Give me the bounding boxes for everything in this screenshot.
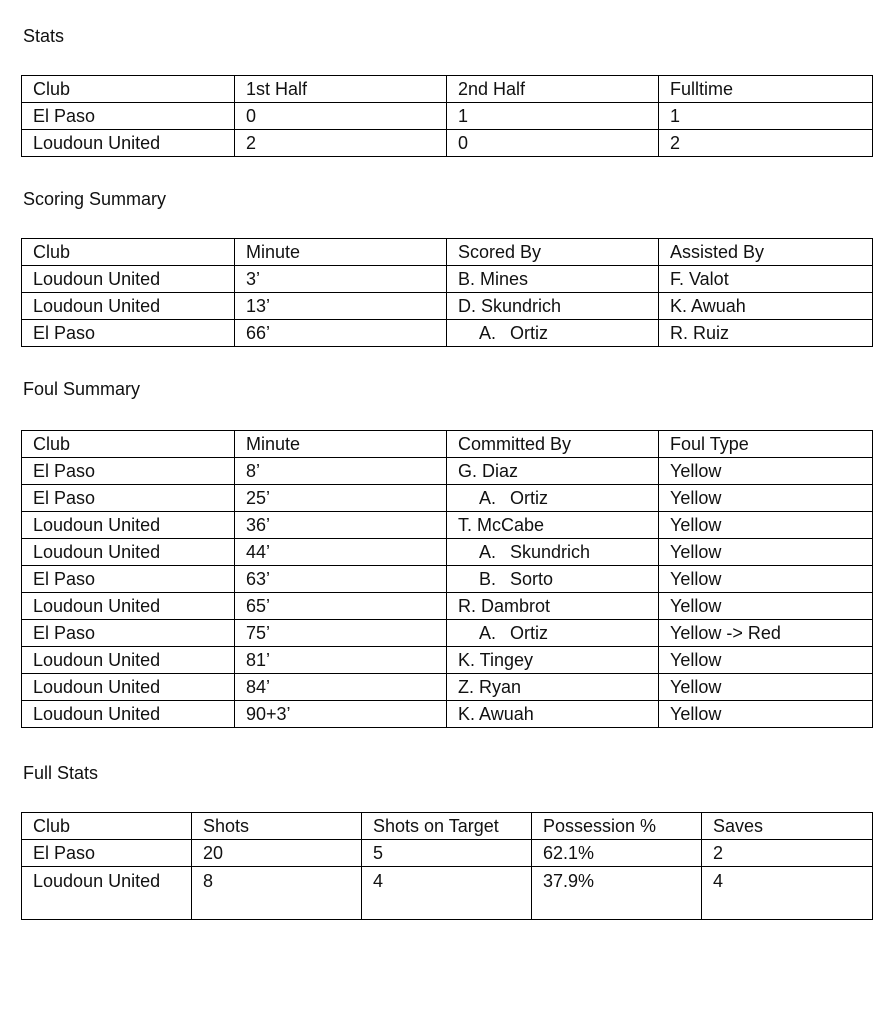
stats-heading: Stats [23,26,65,46]
table-cell: 3’ [235,266,447,293]
header-cell: Committed By [447,431,659,458]
header-cell: Club [22,431,235,458]
table-row [22,320,873,347]
table-cell: Loudoun United [22,539,235,566]
table-cell: 2 [702,840,873,867]
header-cell: Club [22,76,235,103]
header-cell: Possession % [532,813,702,840]
table-cell: T. McCabe [447,512,659,539]
table-row [22,293,873,320]
header-cell: Minute [235,431,447,458]
table-cell: Loudoun United [22,293,235,320]
table-cell: Loudoun United [22,266,235,293]
table-cell: El Paso [22,840,192,867]
table-cell: K. Awuah [659,293,873,320]
table-cell: 25’ [235,485,447,512]
list-marker: B. [479,569,497,589]
table-cell: 5 [362,840,532,867]
table-cell: 4 [362,867,532,920]
table-row [22,130,873,157]
table-cell [447,320,659,347]
table-cell: K. Tingey [447,647,659,674]
table-cell: 81’ [235,647,447,674]
player-name: Ortiz [510,623,548,643]
table-cell: K. Awuah [447,701,659,728]
table-row [22,566,873,593]
table-cell: Loudoun United [22,593,235,620]
table-cell: 63’ [235,566,447,593]
table-cell: 0 [447,130,659,157]
table-row [22,867,873,920]
header-cell: Scored By [447,239,659,266]
table-cell: B. Mines [447,266,659,293]
table-cell: 8’ [235,458,447,485]
player-name: Skundrich [510,542,591,562]
header-cell: 2nd Half [447,76,659,103]
table-cell: D. Skundrich [447,293,659,320]
table-cell [447,620,659,647]
header-cell: Club [22,239,235,266]
header-cell: Foul Type [659,431,873,458]
table-row [22,674,873,701]
table-cell: 4 [702,867,873,920]
table-cell: 2 [235,130,447,157]
header-cell: Minute [235,239,447,266]
table-cell: Loudoun United [22,674,235,701]
table-cell: El Paso [22,566,235,593]
table-cell: R. Ruiz [659,320,873,347]
table-cell: 84’ [235,674,447,701]
table-row [22,593,873,620]
table-cell: 66’ [235,320,447,347]
table-row [22,512,873,539]
table-cell: 0 [235,103,447,130]
table-cell: Yellow [659,701,873,728]
header-cell: Shots on Target [362,813,532,840]
table-header-row [22,239,873,266]
list-marker: A. [479,488,497,508]
table-cell: 20 [192,840,362,867]
table-header-row [22,431,873,458]
table-header-row [22,76,873,103]
table-cell: R. Dambrot [447,593,659,620]
header-cell: Saves [702,813,873,840]
scoring-heading: Scoring Summary [23,189,167,209]
table-cell: 2 [659,130,873,157]
table-cell: Yellow -> Red [659,620,873,647]
header-cell: Assisted By [659,239,873,266]
header-cell: 1st Half [235,76,447,103]
header-cell: Fulltime [659,76,873,103]
table-cell: Loudoun United [22,701,235,728]
table-cell: G. Diaz [447,458,659,485]
table-cell: 36’ [235,512,447,539]
table-cell: 75’ [235,620,447,647]
table-cell [447,485,659,512]
table-cell: 65’ [235,593,447,620]
table-row [22,266,873,293]
full-stats-table [21,812,873,920]
table-cell: 90+3’ [235,701,447,728]
table-header-row [22,813,873,840]
table-row [22,620,873,647]
table-cell: Yellow [659,674,873,701]
table-row [22,485,873,512]
table-cell: Loudoun United [22,512,235,539]
table-cell [447,539,659,566]
table-cell: El Paso [22,103,235,130]
table-cell: Yellow [659,485,873,512]
fouls-table [21,430,873,728]
table-cell: 8 [192,867,362,920]
table-cell: 1 [659,103,873,130]
table-row [22,701,873,728]
table-row [22,647,873,674]
list-marker: A. [479,542,497,562]
table-cell: El Paso [22,458,235,485]
table-cell: Loudoun United [22,647,235,674]
table-cell: Yellow [659,566,873,593]
table-cell [447,566,659,593]
table-cell: 1 [447,103,659,130]
table-cell: Yellow [659,539,873,566]
table-row [22,539,873,566]
stats-table [21,75,873,157]
player-name: Ortiz [510,488,548,508]
table-row [22,458,873,485]
header-cell: Shots [192,813,362,840]
table-cell: El Paso [22,485,235,512]
table-cell: Yellow [659,458,873,485]
fouls-heading: Foul Summary [23,379,141,399]
table-row [22,840,873,867]
full-stats-heading: Full Stats [23,763,99,783]
list-marker: A. [479,323,497,343]
table-row [22,103,873,130]
table-cell: Loudoun United [22,867,192,920]
player-name: Sorto [510,569,554,589]
table-cell: 44’ [235,539,447,566]
player-name: Ortiz [510,323,548,343]
header-cell: Club [22,813,192,840]
table-cell: F. Valot [659,266,873,293]
table-cell: Yellow [659,593,873,620]
table-cell: El Paso [22,320,235,347]
list-marker: A. [479,623,497,643]
table-cell: 37.9% [532,867,702,920]
table-cell: Yellow [659,647,873,674]
scoring-table [21,238,873,347]
table-cell: 62.1% [532,840,702,867]
table-cell: 13’ [235,293,447,320]
table-cell: El Paso [22,620,235,647]
table-cell: Loudoun United [22,130,235,157]
table-cell: Yellow [659,512,873,539]
table-cell: Z. Ryan [447,674,659,701]
